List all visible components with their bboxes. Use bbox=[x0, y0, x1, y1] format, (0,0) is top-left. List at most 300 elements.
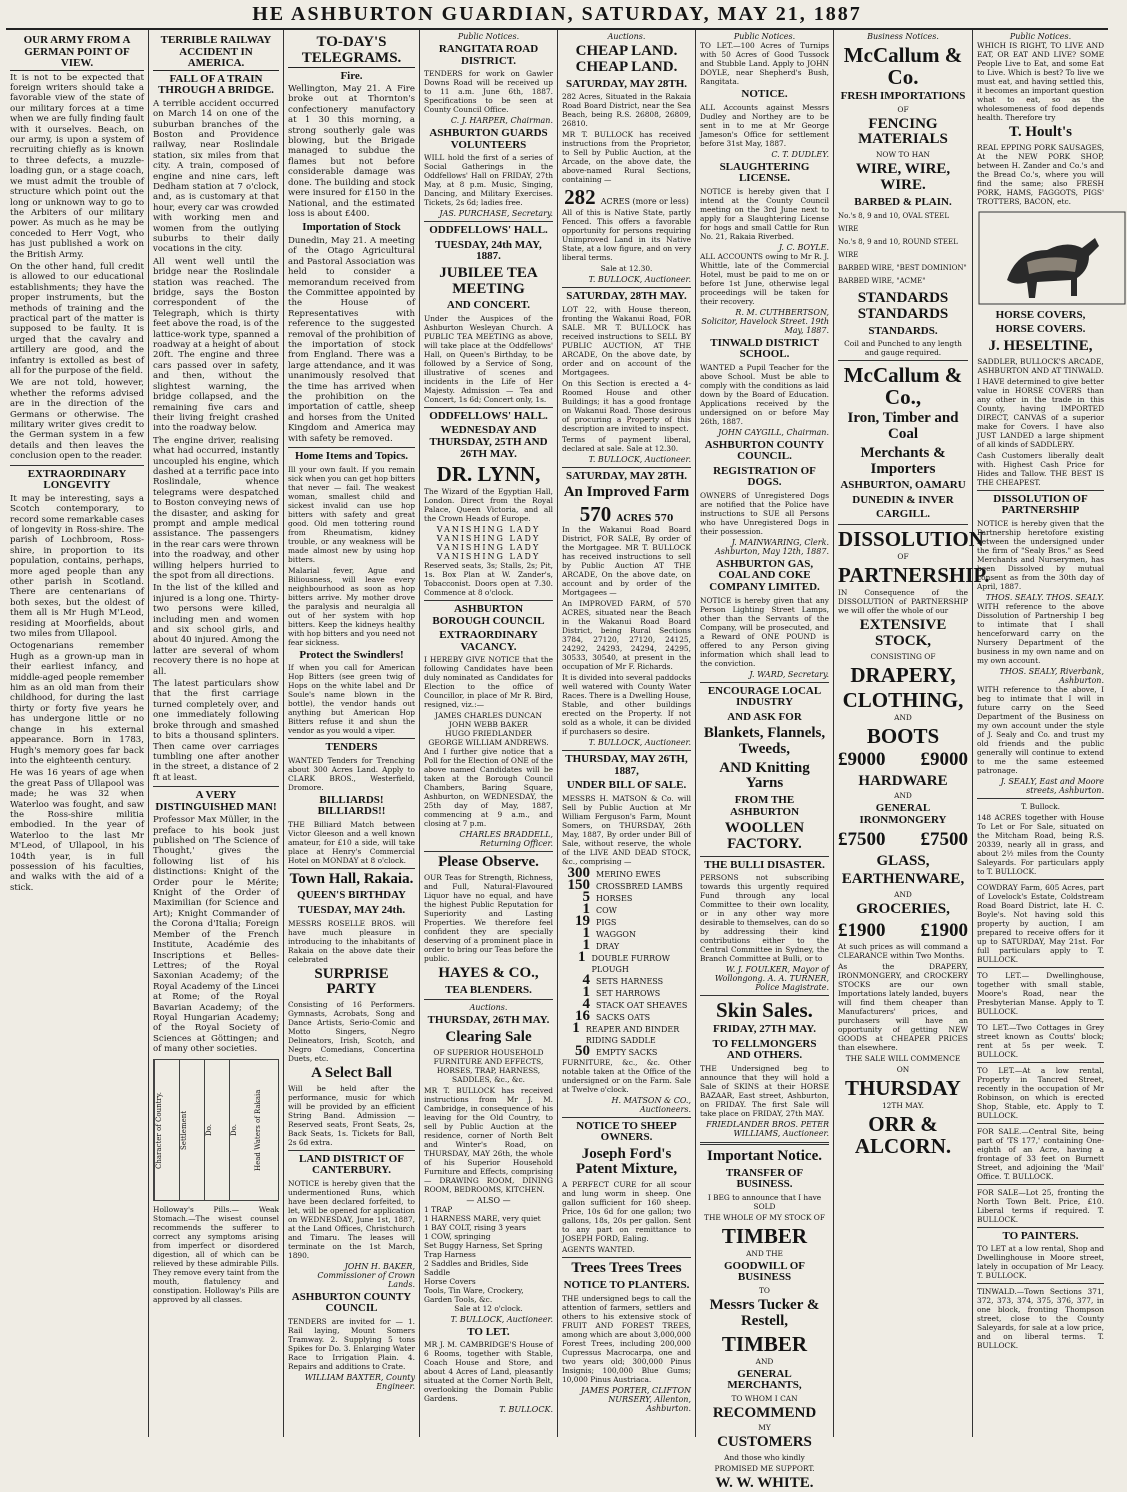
ad-headline: FENCING MATERIALS bbox=[858, 115, 948, 148]
list-item: Horse Covers bbox=[424, 1276, 476, 1286]
railway-headline: TERRIBLE RAILWAY ACCIDENT IN AMERICA. bbox=[153, 35, 279, 71]
subhead: TEA BLENDERS. bbox=[445, 983, 532, 996]
ad-text: WILL hold the first of a series of Social Gatherings in the Oddfellows' Hall on FRIDAY, 27th May, at 8 p.m. Music, Singing, Dancing, and Military Exercises. Tickets, 2s 6d; ladies free. bbox=[424, 153, 553, 208]
ad-text: Cash Customers liberally dealt with. Highest Cash Price for Hides and Tallow. THE BEST IS THE CHEAPEST. bbox=[977, 450, 1104, 487]
ad-headline: STANDARDS STANDARDS bbox=[857, 290, 949, 322]
article-paragraph: A terrible accident occurred on March 14 on one of the suburban branches of the Boston and Providence railway, near Roslindale station, six miles from that city. A train, composed of engine and nine cars, left Dedham station at 7 o'clock, and, as is customary at that hour, every car was crowded with working men and women from the outlying suburbs to their daily vocations in the city. bbox=[153, 98, 279, 255]
signature: FRIEDLANDER BROS. PETER WILLIAMS, Auctioneer. bbox=[705, 1120, 829, 1139]
ad-headline: Please Observe. bbox=[438, 854, 539, 871]
ad-headline: TIMBER bbox=[721, 1223, 808, 1248]
ad-text: MESSRS ROSELLE BROS. will have much pleasure in introducing to the inhabitants of Rakaia on the above date their celebrated bbox=[288, 918, 415, 964]
amount: £9000 bbox=[920, 748, 968, 770]
signature: CHARLES BRADDELL, Returning Officer. bbox=[459, 830, 553, 849]
lot-qty: 4 bbox=[582, 971, 590, 988]
subhead: BILLIARDS! BILLIARDS!! bbox=[317, 793, 386, 818]
ad-text: NOTICE is hereby given that any Person Lighting Street Lamps, other than the Servants of the Company, will be prosecuted, and a Reward of ONE POUND is offered to any Person giving information which shall lead to the conviction. bbox=[700, 595, 829, 668]
amount: £7500 bbox=[920, 828, 968, 850]
section-tag: Auctions. bbox=[469, 1003, 508, 1013]
column-7 bbox=[834, 30, 990, 1437]
subhead: ODDFELLOWS' HALL. bbox=[429, 409, 548, 422]
ad-text: T. Bullock. bbox=[1021, 801, 1060, 811]
lot-qty: 1 bbox=[578, 948, 586, 965]
subhead: NOTICE TO SHEEP OWNERS. bbox=[576, 1119, 677, 1144]
ad-text: Will be held after the performance, music for which will be provided by an efficient String Band. Admission — Reserved seats, Front Seats, 2s, Back Seats, 1s. Tickets for Ball, 2s 6d extra. bbox=[288, 1083, 415, 1147]
subhead: DISSOLUTION OF PARTNERSHIP bbox=[993, 492, 1088, 517]
lot-qty: 1 bbox=[582, 924, 590, 941]
signature: J. SEALY, East and Moore streets, Ashburton. bbox=[1000, 776, 1104, 795]
article-paragraph: If when you call for American Hop Bitters (see green twig of Hops on the white label and Dr Soule's name blown in the bottle), the vendor hands out anything but American Hop Bitters refuse it and shun the vendor as you would a viper. bbox=[288, 663, 415, 736]
subhead: FROM THE ASHBURTON bbox=[729, 794, 800, 818]
signature: JOHN H. BAKER, Commissioner of Crown Lands. bbox=[317, 1261, 415, 1289]
lot-qty: 50 bbox=[575, 1042, 590, 1059]
runs-table bbox=[153, 1059, 279, 1201]
candidate-name: JOHN WEBB BAKER bbox=[449, 720, 528, 730]
subhead: UNDER BILL OF SALE. bbox=[566, 779, 687, 792]
ad-text: ON bbox=[896, 1064, 910, 1074]
subhead: Fire. bbox=[340, 69, 363, 82]
ad-text: TO bbox=[759, 1286, 770, 1296]
ad-text: AND THE bbox=[746, 1248, 783, 1258]
ad-headline: Skin Sales. bbox=[716, 998, 813, 1023]
subhead: TENDERS bbox=[325, 741, 378, 754]
signature: JAS. PURCHASE, Secretary. bbox=[439, 209, 553, 219]
table-cell: Do. bbox=[204, 1060, 229, 1200]
ad-text: OUR Teas for Strength, Richness, and Full, Natural-Flavoured Liquor have no equal, and have the highest Public Reputation for Superiority and Lasting Properties. We therefore feel confident they are specially deserving of a prominent place in order to bring our Teas before the public. bbox=[424, 873, 553, 964]
ad-headline: Merchants & Importers bbox=[860, 444, 946, 477]
subhead: ASHBURTON COUNTY COUNCIL bbox=[291, 1290, 412, 1315]
ad-headline: WIRE, WIRE, WIRE. bbox=[855, 161, 951, 193]
vanishing-lady-block bbox=[424, 525, 553, 561]
ad-headline: Trees Trees Trees bbox=[571, 1260, 682, 1277]
subhead: SATURDAY, MAY 28TH. bbox=[565, 77, 688, 90]
acreage-label: ACRES (more or less) bbox=[600, 197, 689, 207]
vanish-line: VANISHING LADY bbox=[436, 543, 541, 553]
subhead: SATURDAY, 28TH MAY. bbox=[566, 290, 687, 303]
lot-row bbox=[562, 1007, 691, 1024]
signature: JAMES PORTER, CLIFTON NURSERY, Allenton, Ashburton. bbox=[580, 1385, 691, 1413]
ad-headline: HARDWARE bbox=[858, 772, 948, 789]
lot-qty: 1 bbox=[582, 983, 590, 1000]
subhead: REGISTRATION OF DOGS. bbox=[713, 464, 816, 489]
ad-text: OF bbox=[897, 104, 909, 114]
amount: £1900 bbox=[838, 919, 886, 941]
subhead: ENCOURAGE LOCAL INDUSTRY bbox=[707, 684, 822, 709]
ad-text: Consisting of 16 Performers. Gymnasts, Acrobats, Song and Dance Artists, Serio-Comic and Motto Singers, Negro Delineators, Irish, Scotch, and Negro Comedians, Concertina Duets, etc. bbox=[288, 1000, 415, 1064]
masthead: HE ASHBURTON GUARDIAN, SATURDAY, MAY 21, 1887 bbox=[6, 0, 1108, 30]
ad-text: PERSONS not subscribing towards this urgently required Fund through any local Committee to their own locality, or in any other way more desirable to themselves, can do so by addressing their kind contributions either to the Central Committee in Sydney, the Branch Committee at Bulli, or to bbox=[700, 873, 829, 964]
lot-qty: 1 bbox=[582, 900, 590, 917]
ad-headline: McCallum & Co., bbox=[843, 363, 963, 410]
article-paragraph: The latest particulars show that the first carriage turned completely over, and one immediately following broke through and smashed to bits a thousand splinters. Then came over carriages tumbling one after another in the street, a distance of 2 ft at least. bbox=[153, 679, 279, 783]
ad-text: TO WHOM I CAN bbox=[731, 1393, 798, 1403]
ad-headline: McCallum & Co. bbox=[843, 43, 963, 90]
table-cell: Settlement bbox=[179, 1060, 204, 1200]
article-paragraph: He was 16 years of age when the great Pass of Ullapool was made; he was 32 when Waterloo was fought, and saw the Ross-shire militia embodied. In the year of Waterloo to the last Mr M'Leod, of Ullapool, in his 104th year, is in full possession of his faculties, and walks with the aid of a stick. bbox=[10, 768, 144, 893]
article-paragraph: In the list of the killed and injured is a long one. Thirty-two persons were killed, including men and women and six school girls, and about 40 injured. Among the latter are several of whom recovery there is no hope at all. bbox=[153, 583, 279, 677]
ad-headline: DISSOLUTION bbox=[838, 526, 984, 551]
subhead: STANDARDS. bbox=[868, 324, 938, 337]
also-line: — ALSO — bbox=[466, 1195, 511, 1205]
ad-text: FURNITURE, &c., &c. Other notable taken at the Office of the undersigned or on the Farm. Sale at Twelve o'clock. bbox=[562, 1057, 691, 1094]
lot-row bbox=[562, 924, 691, 941]
article-paragraph: Professor Max Müller, in the preface to his book just published on 'The Science of Thought,' gives the following list of his distinctions: Knight of the Order pour le Mérite; Knight of the Order of Maximilian (for Science and Art); Knight Commander of the Corona d'Italia; Foreign Member of the French Institute, Académie des Inscriptions et Belles-Lettres; of the Royal Saxonian Academy; of the Royal Academy of the Lincei at Rome; of the Royal Bavarian Academy; of the Royal Hungarian Academy; of the Royal Society of Sciences at Göttingen; and of many other societies. bbox=[153, 815, 279, 1055]
telegrams-headline: TO-DAY'S TELEGRAMS. bbox=[288, 35, 415, 68]
ad-headline: T. Hoult's bbox=[1008, 124, 1073, 140]
column-8 bbox=[973, 30, 1108, 1437]
signature: R. M. CUTHBERTSON, Solicitor, Havelock Street. 19th May, 1887. bbox=[701, 307, 829, 335]
ad-text: WANTED Tenders for Trenching about 300 Acres Land. Apply to CLARK BROS., Westerfield, Dromore. bbox=[288, 755, 415, 792]
stock-lots bbox=[562, 864, 691, 1059]
subhead: AND CONCERT. bbox=[446, 299, 531, 312]
ad-text: THE Billiard Match between Victor Gleeson and a well known amateur, for £10 a side, will take place at Henry's Commercial Hotel on MONDAY at 8 o'clock. bbox=[288, 819, 415, 865]
lot-qty: 16 bbox=[575, 1007, 590, 1024]
column-1 bbox=[6, 30, 149, 1437]
ad-text: AND bbox=[894, 890, 912, 900]
ad-text: THE SALE WILL COMMENCE bbox=[845, 1053, 961, 1063]
list-item: 1 COW, springing bbox=[424, 1231, 491, 1241]
subhead: THURSDAY, MAY 26TH, 1887, bbox=[565, 752, 688, 777]
army-headline: OUR ARMY FROM A GERMAN POINT OF VIEW. bbox=[10, 35, 144, 71]
ad-subhead: TUESDAY, MAY 24th. bbox=[297, 904, 406, 917]
longevity-headline: EXTRAORDINARY LONGEVITY bbox=[27, 467, 127, 492]
ad-text: And those who kindly bbox=[724, 1453, 805, 1463]
article-paragraph: The engine driver, realising what had occurred, instantly uncoupled his engine, which dashed at a terrific pace into Roslindale, whence telegrams were despatched to Boston conveying news of the disaster, and asking for prompt and ample medical assistance. The passengers in the rear cars were thrown into the roadway, and other willing helpers hurried to the spot from all directions. bbox=[153, 435, 279, 582]
section-tag: Public Notices. bbox=[457, 32, 520, 41]
column-2 bbox=[149, 30, 284, 1437]
subhead: TO PAINTERS. bbox=[1002, 1229, 1079, 1242]
subhead: Home Items and Topics. bbox=[294, 450, 409, 462]
article-paragraph: It is not to be expected that foreign writers should take a favorable view of the state of our military forces at a time when we are fully finding fault with it ourselves. Beach, on our army, is upon a system of recruiting chiefly as is known to three defects, a muzzle-loading gun, or a stage coach, we must admit the trouble of structure which point out the long or unknown way to go to the Arbiters of our military power. As much as he may be conceded to Herr Vogt, who has just published a work on the British Army. bbox=[10, 72, 144, 260]
ad-text: FOR SALE—Lot 25, fronting the North Town Belt. Price, £10. Liberal terms if required. T. BULLOCK. bbox=[977, 1187, 1104, 1224]
ad-text: In the Wakanui Road Board District, FOR SALE, By order of the Mortgagee. MR T. BULLOCK has received instructions to sell by Public Auction AT THE ARCADE, On the above date, on account and by order of the Mortgagees — bbox=[562, 524, 691, 597]
lot-desc: SET HARROWS bbox=[596, 988, 661, 998]
ad-text: A PERFECT CURE for all scour and lung worm in sheep. One gallon sufficient for 160 sheep. Price, 10s 6d for one gallon; two gallons, 18s, 20s per gallon. Sent to any part on remittance to JOSEPH FORD, Ealing. bbox=[562, 1180, 691, 1244]
lot-desc: MERINO EWES bbox=[596, 869, 661, 879]
columns bbox=[6, 30, 1108, 1492]
ad-text: AND bbox=[755, 1356, 774, 1366]
lot-row bbox=[562, 948, 691, 975]
candidate-name: JAMES CHARLES DUNCAN bbox=[434, 711, 543, 721]
table-cell: Do. bbox=[229, 1060, 254, 1200]
subhead: WEDNESDAY AND THURSDAY, 25TH AND 26TH MAY. bbox=[429, 424, 548, 460]
railway-subhead: FALL OF A TRAIN THROUGH A BRIDGE. bbox=[158, 72, 274, 97]
ad-text: WITH reference to the above, I beg to intimate that I will in future carry on the Seed Department of the Business on my own account under the style of J. Sealy and Co. and trust my old friends and the public generally will continue to extend to me the same esteemed patronage. bbox=[977, 684, 1104, 775]
ad-text: 12TH MAY. bbox=[881, 1100, 924, 1110]
ad-text: All of this is Native State, partly Fenced. This offers a favorable opportunity for persons requiring Unimproved Land in its Native State, at a low figure, and on very liberal terms. bbox=[562, 208, 691, 263]
distinguished-man-headline: A VERY DISTINGUISHED MAN! bbox=[155, 789, 277, 813]
lot-desc: REAPER AND BINDER RIDING SADDLE bbox=[585, 1024, 680, 1045]
subhead: ASHBURTON GAS, COAL AND COKE COMPANY LIMITED. bbox=[709, 557, 820, 594]
article-paragraph: Malarial fever, Ague and Biliousness, will leave every neighbourhood as soon as hop bitters arrive. My mother drove the paralysis and neuralgia all out of her system with hop bitters. Keep the kidneys healthy with hop bitters and you need not fear sickness. bbox=[288, 565, 415, 647]
ad-headline: EARTHENWARE, bbox=[841, 871, 965, 888]
list-item: BARBED WIRE, "BEST DOMINION" bbox=[838, 264, 967, 273]
ad-text: I BEG to announce that I have SOLD bbox=[707, 1192, 822, 1211]
ad-headline: CLOTHING, bbox=[842, 687, 964, 712]
signature: J. C. BOYLE. bbox=[778, 242, 829, 252]
ad-headline: Important Notice. bbox=[707, 1148, 822, 1165]
list-item: 2 Saddles and Bridles, Side Saddle bbox=[424, 1258, 529, 1277]
ad-text: CONSISTING OF bbox=[870, 651, 936, 661]
ad-headline: DR. LYNN, bbox=[436, 462, 541, 487]
column-4 bbox=[420, 30, 558, 1437]
ad-text: As the DRAPERY, IRONMONGERY, and CROCKERY STOCKS are our own Importations lately landed, buyers will find them cheaper than Manufacturers' prices, and purchasers will have an opportunity of getting NEW GOODS at CHEAPER PRICES than elsewhere. bbox=[838, 961, 968, 1052]
ad-text: The Wizard of the Egyptian Hall, London. Direct from the Royal Palace, Queen Victoria, and all the Crown Heads of Europe. bbox=[424, 487, 553, 524]
ad-text: THE undersigned begs to call the attention of farmers, settlers and others to his extensive stock of FRUIT AND FOREST TREES, among which are about 3,000,000 Forest Trees, including 200,000 Cupressus Macrocarpa, one and two years old; 300,000 Pinus Insignis; 100,000 Blue Gums; 10,000 Pinus Austriaca. bbox=[562, 1293, 691, 1384]
ad-headline: GLASS, bbox=[876, 852, 930, 869]
lot-desc: CROSSBRED LAMBS bbox=[596, 881, 683, 891]
ad-text: COWDRAY Farm, 605 Acres, part of Lovelock's Estate, Coldstream Road Board District, late H. C. Boyle's. Not having sold this property by auction, I am prepared to receive offers for it up to SATURDAY, May 21st. For full particulars apply to T. BULLOCK. bbox=[977, 882, 1104, 964]
signature: T. BULLOCK, Auctioneer. bbox=[588, 275, 691, 285]
amount-row bbox=[838, 749, 968, 771]
ad-headline: W. W. WHITE. bbox=[715, 1475, 814, 1492]
article-paragraph: Dunedin, May 21. A meeting of the Otago Agricultural and Pastoral Association was held to consider a memorandum received from the Committee appointed by the House of Representatives with reference to the suggested removal of the prohibition of the importation of stock from England. There was a large attendance, and it was unanimously resolved that the time has arrived when the prohibition on the importation of cattle, sheep and horses from the United Kingdom and America may with safety be removed. bbox=[288, 235, 415, 444]
ad-headline: GENERAL MERCHANTS, bbox=[727, 1367, 802, 1392]
subhead: ASHBURTON COUNTY COUNCIL. bbox=[704, 438, 825, 463]
amount: £7500 bbox=[838, 828, 886, 850]
list-item: No.'s 8, 9 and 10, ROUND STEEL WIRE bbox=[838, 238, 958, 260]
article-paragraph: We are not told, however, whether the reforms advised are in the direction of the Germans or otherwise. The military writer gives credit to the German system in a few details and then leaves the conclusion open to the reader. bbox=[10, 378, 144, 462]
ad-headline: BOOTS bbox=[866, 723, 940, 748]
lot-qty: 1 bbox=[582, 936, 590, 953]
ad-headline: An Improved Farm bbox=[563, 484, 690, 501]
ad-text: FOR SALE.—Central Site, being part of 'TS 177,' containing One-eighth of an Acre, having a frontage of 33 feet on Burnett Street, and adjoining the 'Mail' Office. T. BULLOCK. bbox=[977, 1126, 1104, 1181]
article-paragraph: All went well until the bridge near the Roslindale station was reached. The bridge, says the Boston correspondent of the Telegraph, which is thirty feet above the road, is of the lattice-work type, spanned a roadway at a height of about 20ft. The engine and three cars passed over in safety, and then, without the slightest warning, the bridge collapsed, and the remaining five cars and their living freight crashed into the roadway below. bbox=[153, 256, 279, 434]
subhead: TINWALD DISTRICT SCHOOL. bbox=[710, 336, 819, 361]
ad-text: I HEREBY GIVE NOTICE that the following Candidates have been duly nominated as Candidates for Election to the office of Councillor, in place of Mr R. Bird, resigned, viz.:— bbox=[424, 655, 553, 710]
ad-text: THE WHOLE OF MY STOCK OF bbox=[704, 1212, 825, 1222]
article-paragraph: Holloway's Pills.— Weak Stomach.—The wisest counsel recommends the sufferer to correct any symptoms arising from imperfect or disordered digestion, all of which can be relieved by these admirable Pills. They remove every taint from the mouth, flatulency and constipation. Holloway's Pills are approved by all classes. bbox=[153, 1204, 279, 1304]
ad-text: MR T. BULLOCK has received instructions from Mr J. M. Cambridge, in consequence of his leaving for the Old Country, to sell by Public Auction at the residence, corner of North Belt and Winter's Road, on THURSDAY, MAY 26th, the whole of his Superior Household Furniture and Effects, comprising — DRAWING ROOM, DINING ROOM, BEDROOMS, KITCHEN. bbox=[424, 1085, 553, 1194]
list-item: BARBED WIRE, "ACME" bbox=[838, 277, 926, 286]
ad-text: WHICH IS RIGHT, TO LIVE AND EAT, OR EAT AND LIVE? SOME People Live to Eat, and some Eat to Live. Which is best? To live we must eat, and having settled this, it becomes an important question what to eat, so as the wholesomeness of food depends health. Therefore try bbox=[977, 41, 1104, 122]
subhead: FRIDAY, 27TH MAY. bbox=[713, 1023, 816, 1036]
lot-desc: WAGGON bbox=[596, 929, 636, 939]
lot-row bbox=[562, 912, 691, 929]
candidate-name: GEORGE WILLIAM ANDREWS. bbox=[428, 738, 549, 748]
ad-text: TINWALD.—Town Sections 371, 372, 373, 374, 375, 376, 377, in one block, fronting Thompson street, close to the County Saleyards, for sale at a low price, and on liberal terms. T. BULLOCK. bbox=[977, 1287, 1104, 1351]
ad-text: NOTICE is hereby given that I intend at the County Council meeting on the 3rd June next to apply for a Slaughtering License for hogs and small Cattle for Run No. 21, Rakaia Riverbed. bbox=[700, 186, 829, 241]
subhead: RANGITATA ROAD DISTRICT. bbox=[438, 43, 539, 67]
vanish-line: VANISHING LADY bbox=[436, 534, 541, 544]
ad-headline: SURPRISE PARTY bbox=[314, 965, 389, 998]
ad-headline: RECOMMEND bbox=[712, 1404, 817, 1421]
lot-qty: 150 bbox=[567, 876, 590, 893]
article-paragraph: On the other hand, full credit is allowed to our educational establishments; they have the proper instruments, but the methods of training and the practical part of the matter is supposed to be faulty. It is urged that the cavalry and artillery are good, and the infantry is extolled as best of all for the purpose of the field. bbox=[10, 261, 144, 377]
signature: JOHN CAYGILL, Chairman. bbox=[718, 427, 829, 437]
lot-row bbox=[562, 1042, 691, 1059]
ad-text: TO LET.— Dwellinghouse, together with small stable, Moore's Road, near the Presbyterian Manse. Apply to T. BULLOCK. bbox=[977, 970, 1104, 1016]
lot-desc: PIGS bbox=[596, 917, 617, 927]
ad-headline: CHEAP LAND. CHEAP LAND. bbox=[575, 43, 678, 75]
ad-headline: Iron, Timber and Coal bbox=[847, 410, 959, 443]
wire-list bbox=[838, 210, 968, 288]
subhead: Protect the Swindlers! bbox=[299, 648, 404, 661]
amount-row bbox=[838, 920, 968, 942]
article-paragraph: Ill your own fault. If you remain sick when you can get hop bitters that never — fail. The weakest woman, smallest child and sickest invalid can use hop bitters with safety and great good. Old men tottering round from Rheumatism, kidney trouble, or any weakness will be made almost new by using hop bitters. bbox=[288, 464, 415, 564]
ad-text: PROMISED ME SUPPORT. bbox=[714, 1464, 815, 1474]
ad-text: TO LET at a low rental, Shop and Dwellinghouse in Moore street, lately in occupation of Mr Leacy. T. BULLOCK. bbox=[977, 1244, 1104, 1281]
subhead: ASHBURTON BOROUGH COUNCIL bbox=[432, 603, 545, 627]
subhead: AND ASK FOR bbox=[727, 710, 802, 723]
signature: T. BULLOCK. bbox=[499, 1405, 553, 1415]
list-item: Set Buggy Harness, Set Spring Trap Harness bbox=[424, 1240, 543, 1259]
ad-text: At such prices as will command a CLEARANCE within Two Months. bbox=[838, 941, 968, 960]
ad-text: OF bbox=[897, 552, 909, 562]
signature: W. J. FOULKER, Mayor of Wollongong. A. A. TURNER, Police Magistrate. bbox=[714, 965, 829, 993]
ad-headline: Messrs Tucker & Restell, bbox=[709, 1297, 820, 1329]
ad-text: AGENTS WANTED. bbox=[562, 1245, 635, 1255]
amount: £9000 bbox=[838, 748, 886, 770]
ad-headline: CUSTOMERS bbox=[717, 1434, 812, 1451]
lot-desc: COW bbox=[596, 905, 617, 915]
subhead: ASHBURTON, OAMARU bbox=[840, 479, 966, 492]
lot-qty: 300 bbox=[567, 864, 590, 881]
ad-text: REAL EPPING PORK SAUSAGES, At the NEW PORK SHOP, between H. Zander and Co.'s and the Bread Co.'s, where you will find the same; also FRESH PORK, HAMS, FAGGOTS, PIGS' TROTTERS, BACON, etc. bbox=[977, 142, 1104, 206]
ad-text: TO LET.—Two Cottages in Grey street known as Coutts' block; rent at 5s per week. T. BULLOCK. bbox=[977, 1022, 1104, 1059]
column-5 bbox=[558, 30, 696, 1437]
amount-row bbox=[838, 829, 968, 851]
lot-desc: STACK OAT SHEAVES bbox=[596, 1000, 688, 1010]
candidate-name: HUGO FRIEDLANDER bbox=[445, 729, 532, 739]
lot-qty: 5 bbox=[582, 888, 590, 905]
ad-headline: GOODWILL OF BUSINESS bbox=[724, 1259, 805, 1284]
acreage-number: 282 bbox=[564, 185, 596, 210]
ad-headline: JUBILEE TEA MEETING bbox=[439, 264, 538, 297]
ad-text: AND bbox=[894, 791, 912, 801]
column-6 bbox=[696, 30, 834, 1492]
signature: J. WARD, Secretary. bbox=[749, 669, 829, 679]
ad-headline: Clearing Sale bbox=[445, 1028, 532, 1045]
list-item: 1 HARNESS MARE, very quiet bbox=[424, 1213, 541, 1223]
ad-text: Reserved seats, 3s; Stalls, 2s; Pit, 1s. Box Plan at W. Zander's, Tobacconist. Doors open at 7.30. Commence at 8 o'clock. bbox=[424, 561, 553, 598]
section-tag: Business Notices. bbox=[867, 32, 939, 41]
ad-headline: A Select Ball bbox=[311, 1065, 392, 1082]
lot-desc: DOUBLE FURROW PLOUGH bbox=[591, 953, 670, 974]
lot-qty: 19 bbox=[575, 912, 590, 929]
signature: THOS. SEALY. THOS. SEALY. bbox=[985, 592, 1104, 602]
subhead: THE BULLI DISASTER. bbox=[704, 858, 825, 871]
ad-text: IN Consequence of the DISSOLUTION of PARTNERSHIP we will offer the whole of our bbox=[838, 588, 968, 616]
subhead: THURSDAY, 26TH MAY. bbox=[427, 1014, 550, 1027]
signature: WILLIAM BAXTER, County Engineer. bbox=[304, 1373, 415, 1392]
lot-desc: HORSES bbox=[596, 893, 633, 903]
list-item: 1 BAY COLT, rising 3 years bbox=[424, 1222, 527, 1232]
list-item: No.'s 8, 9 and 10, OVAL STEEL WIRE bbox=[838, 212, 949, 234]
ad-text: I HAVE determined to give better value in HORSE COVERS than any other in the trade in this County, having IMPORTED DIRECT, CANVAS of a superior make for Covers. I have also JUST LANDED a large shipment of all kinds of SADDLERY. bbox=[977, 376, 1104, 449]
subhead: TUESDAY, 24th MAY, 1887. bbox=[435, 238, 542, 263]
subhead: NOTICE. bbox=[741, 88, 788, 100]
ad-text: And I further give notice that a Poll for the Election of ONE of the above named Candidates will be taken at the Borough Council Chambers, Baring Square, Ashburton, on WEDNESDAY, the 25th day of May, 1887, commencing at 9 a.m., and closing at 7 p.m. bbox=[424, 747, 553, 829]
signature: H. MATSON & CO., Auctioneers. bbox=[611, 1095, 691, 1114]
subhead: EXTRAORDINARY VACANCY. bbox=[439, 629, 538, 653]
ad-text: WANTED a Pupil Teacher for the above School. Must be able to comply with the conditions as laid down by the Board of Education. Applications received by the undersigned on or before May 26th, 1887. bbox=[700, 362, 829, 426]
subhead: LAND DISTRICT OF CANTERBURY. bbox=[299, 1152, 404, 1177]
ad-text: TO LET.—At a low rental, Property in Tancred Street, recently in the occupation of Mr Robinson, on which is erected Shop, Stable, etc. Apply to T. BULLOCK. bbox=[977, 1065, 1104, 1120]
subhead: CARGILL. bbox=[875, 508, 931, 521]
ad-text: An IMPROVED FARM, of 570 ACRES, situated near the Beach in the Wakanui Road Board District, being Rural Sections 3784, 27120, 27120, 24125, 24292, 24293, 24294, 24295, 30533, 30540, at present in the occupation of Mr F. Richards. bbox=[562, 598, 691, 671]
acreage-label: ACRES 570 bbox=[616, 513, 674, 524]
ad-headline: ORR & ALCORN. bbox=[854, 1111, 952, 1158]
ad-text: ALL Accounts against Messrs Dudley and Northey are to be sent in to me at Mr George Jameson's Office for settlement before 31st May, 1887. bbox=[700, 102, 829, 148]
column-3 bbox=[284, 30, 420, 1437]
lot-row bbox=[562, 876, 691, 893]
ad-text: MY bbox=[758, 1423, 771, 1433]
ad-text: OWNERS of Unregistered Dogs are notified that the Police have instructions to SUE all Persons who have Unregistered Dogs in their possession. bbox=[700, 490, 829, 536]
ad-text: TENDERS for work on Gawler Downs Road will be received up to 11 a.m. June 6th, 1887. Specifications to be seen at County Council Office. bbox=[424, 69, 553, 115]
section-tag: Public Notices. bbox=[1009, 32, 1072, 41]
table-caption: Character of Country. bbox=[154, 1060, 179, 1200]
subhead: SLAUGHTERING LICENSE. bbox=[719, 160, 810, 185]
signature: T. BULLOCK, Auctioneer. bbox=[588, 737, 691, 747]
ad-headline: Town Hall, Rakaia. bbox=[289, 870, 414, 887]
horse-illustration-icon bbox=[977, 210, 1127, 306]
vanish-line: VANISHING LADY bbox=[436, 525, 541, 535]
ad-text: 148 ACRES together with House To Let or For Sale, situated on the Mitcham Road, being R.S. 20339, nearly all in grass, and about 2½ miles from the County Saleyards. For particulars apply to T. BULLOCK. bbox=[977, 812, 1104, 876]
lot-row bbox=[562, 983, 691, 1000]
ad-text: TO LET.—100 Acres of Turnips with 50 Acres of Good Tussock and Stubble Land. Apply to JOHN DOYLE, near Shepherd's Bush, Rangitata. bbox=[700, 41, 829, 86]
signature: C. J. HARPER, Chairman. bbox=[450, 116, 553, 126]
candidate-list bbox=[424, 711, 553, 747]
ad-text: NOTICE is hereby given that the Partnership heretofore existing between the undersigned under the firm of "Sealy Bros." as Seed Merchants and Nurserymen, has been Dissolved by mutual consent as from the 30th day of April, 1887. bbox=[977, 518, 1104, 591]
subhead: TO FELLMONGERS AND OTHERS. bbox=[712, 1037, 817, 1062]
ad-text: Terms of payment liberal, declared at sale. Sale at 12.30. bbox=[562, 434, 691, 453]
section-tag: Public Notices. bbox=[733, 32, 796, 41]
lot-qty: 4 bbox=[582, 995, 590, 1012]
list-item: 1 TRAP bbox=[424, 1204, 453, 1214]
signature: T. BULLOCK, Auctioneer. bbox=[588, 454, 691, 464]
article-paragraph: Wellington, May 21. A Fire broke out at Thornton's confectionery manufactory at 1 30 this morning, a strong southerly gale was blowing, but the Brigade managed to subdue the flames but not before considerable damage was done. The building and stock were insured for £150 in the National, and the estimated loss is about £400. bbox=[288, 84, 415, 219]
ad-headline: PARTNERSHIP. bbox=[838, 563, 990, 588]
ad-headline: THURSDAY bbox=[845, 1075, 961, 1100]
ad-text: 282 Acres, Situated in the Rakaia Road Board District, near the Sea Beach, being R.S. 26808, 26809, 26810. bbox=[562, 92, 691, 129]
ad-headline: WOOLLEN FACTORY. bbox=[724, 820, 805, 853]
ad-text: Under the Auspices of the Ashburton Wesleyan Church. A PUBLIC TEA MEETING as above, will take place at the Oddfellows' Hall, on Queen's Birthday, to be followed by a Service of Song, illustrative of scenes and incidents in the Life of Her Majesty. Admission — Tea and Concert, 1s 6d; Concert only, 1s. bbox=[424, 313, 553, 404]
acreage-number: 570 bbox=[579, 501, 612, 526]
subhead: BARBED & PLAIN. bbox=[854, 195, 952, 208]
section-tag: Auctions. bbox=[607, 32, 646, 41]
ad-headline: HAYES & CO., bbox=[438, 965, 539, 982]
ad-text: AND bbox=[894, 712, 912, 722]
subhead: ODDFELLOWS' HALL. bbox=[429, 224, 548, 237]
ad-text: NOW TO HAN bbox=[875, 150, 931, 160]
ad-text: WITH reference to the above Dissolution of Partnership I beg to intimate that I shall henceforward carry on the Nursery Department of the business in my own name and on my own account. bbox=[977, 601, 1104, 665]
signature: J. MAINWARING, Clerk. Ashburton, May 12th, 1887. bbox=[715, 537, 829, 556]
lot-row bbox=[562, 888, 691, 905]
signature: THOS. SEALY, Riverbank, Ashburton. bbox=[999, 666, 1104, 685]
ad-headline: J. HESELTINE, bbox=[988, 337, 1093, 354]
ad-text: OF SUPERIOR HOUSEHOLD FURNITURE AND EFFECTS, HORSES, TRAP, HARNESS, SADDLES, &c., &c. bbox=[433, 1047, 544, 1084]
ad-headline: EXTENSIVE STOCK, bbox=[859, 617, 947, 649]
ad-headline: AND Knitting Yarns bbox=[719, 759, 810, 792]
table-cell: Head Waters of Rakaia bbox=[254, 1088, 262, 1171]
lot-desc: SETS HARNESS bbox=[596, 976, 664, 986]
subhead: DUNEDIN & INVER bbox=[852, 493, 954, 506]
ad-text: ALL ACCOUNTS owing to Mr R. J. Whittle, late of the Commercial Hotel, must be paid to me on or before 1st June, otherwise legal proceedings will be taken for their recovery. bbox=[700, 251, 829, 306]
subhead: NOTICE TO PLANTERS. bbox=[563, 1278, 690, 1291]
subhead: HORSE COVERS, bbox=[995, 308, 1086, 321]
lot-qty: 1 bbox=[572, 1019, 580, 1036]
sale-items bbox=[424, 1205, 553, 1304]
ad-headline: GROCERIES, bbox=[856, 901, 950, 918]
ad-text: THE Undersigned beg to announce that they will hold a Sale of SKINS at their HORSE BAZAAR, East street, Ashburton, on FRIDAY. The first Sale will take place on FRIDAY, 27th MAY. bbox=[700, 1064, 829, 1119]
lot-row bbox=[562, 971, 691, 988]
signature: C. T. DUDLEY. bbox=[771, 149, 829, 159]
ad-text: It is divided into several paddocks well watered with County Water Races. There is a Dwelling House, Stable, and other buildings erected on the Property. If not sold as a whole, it can be divided if purchasers so desire. bbox=[562, 672, 691, 736]
ad-headline: TIMBER bbox=[721, 1331, 808, 1356]
ad-text: Sale at 12 o'clock. bbox=[454, 1303, 523, 1313]
ad-text: On this Section is erected a 4-Roomed House and other Buildings; it has a good frontage on Wakanui Road. Those desirous of procuring a Property of this description are invited to inspect. bbox=[562, 378, 691, 433]
ad-headline: Joseph Ford's Patent Mixture, bbox=[575, 1145, 678, 1178]
